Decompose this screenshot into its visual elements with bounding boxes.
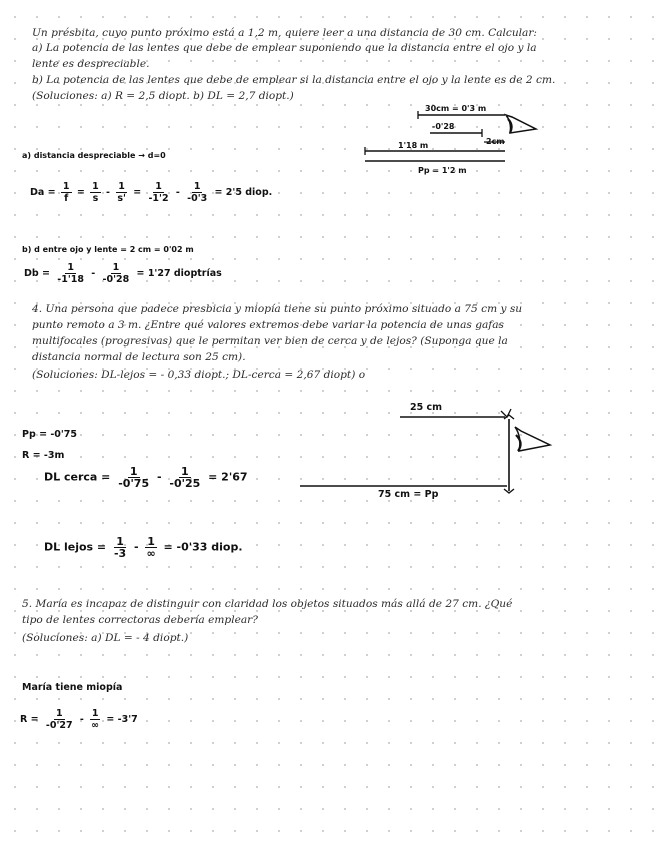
eq-result: = 2'5 diop. xyxy=(214,187,273,198)
problem-5-equation xyxy=(20,708,138,731)
fraction-numerator: 1 xyxy=(62,181,70,192)
problem-4-r: R = -3m xyxy=(22,450,65,461)
fraction-denominator: -0'27 xyxy=(45,720,73,731)
fraction xyxy=(146,181,170,204)
diagram-label-028: -0'28 xyxy=(432,122,455,131)
fraction-denominator: -3 xyxy=(113,547,127,560)
eq-result: = -3'7 xyxy=(106,714,138,725)
diagram-label-30cm: 30cm = 0'3 m xyxy=(425,104,487,113)
fraction xyxy=(55,262,86,285)
fraction-numerator: 1 xyxy=(55,708,63,719)
fraction-numerator: 1 xyxy=(155,181,162,192)
diagram-label-pp: Pp = 1'2 m xyxy=(418,166,467,175)
fraction xyxy=(112,536,128,559)
fraction-denominator: ∞ xyxy=(146,547,156,560)
problem-3-line-4: b) La potencia de las lentes que debe de emplear si la distancia entre el ojo y la lente es de 2 cm. xyxy=(32,74,556,86)
problem-4-line-2: punto remoto a 3 m. ¿Entre qué valores extremos debe variar la potencia de unas gafas xyxy=(32,319,504,331)
problem-3-line-3: lente es despreciable. xyxy=(32,58,150,70)
problem-5-line-2: tipo de lentes correctoras debería emplear? xyxy=(22,614,258,626)
fraction-denominator: ∞ xyxy=(91,720,100,731)
problem-4-lejos-equation xyxy=(44,536,243,559)
fraction-numerator: 1 xyxy=(181,465,189,478)
problem-3-line-1: Un présbita, cuyo punto próximo está a 1,2 m, quiere leer a una distancia de 30 cm. Calcular: xyxy=(32,27,537,39)
problem-3a-label: a) distancia despreciable → d=0 xyxy=(22,151,166,160)
fraction-numerator: 1 xyxy=(112,262,120,273)
problem-3-line-2: a) La potencia de las lentes que debe de emplear suponiendo que la distancia entre el ojo y la xyxy=(32,42,537,54)
fraction-denominator: -0'3 xyxy=(187,193,208,204)
fraction xyxy=(115,181,128,204)
fraction xyxy=(101,262,132,285)
eq-lhs: DL lejos = xyxy=(44,540,107,554)
problem-4-line-1: 4. Una persona que padece presbicia y miopía tiene su punto próximo situado a 75 cm y su xyxy=(32,303,523,315)
problem-5-label: María tiene miopía xyxy=(22,682,123,693)
eq-result: = 1'27 dioptrías xyxy=(136,268,222,279)
fraction-denominator: -0'28 xyxy=(102,274,130,285)
problem-5-solutions: (Soluciones: a) DL = - 4 diopt.) xyxy=(22,632,189,644)
eq-lhs: Db = xyxy=(24,268,50,279)
eq-lhs: R = xyxy=(20,714,39,725)
eq-operator: - xyxy=(156,470,162,484)
problem-4-solutions: (Soluciones: DL-lejos = - 0,33 diopt.; DL-cerca = 2,67 diopt) o xyxy=(32,369,366,381)
fraction-numerator: 1 xyxy=(92,181,99,192)
eq-operator: - xyxy=(106,187,110,198)
fraction xyxy=(116,466,151,489)
fraction-numerator: 1 xyxy=(193,181,201,192)
fraction-denominator: s xyxy=(92,193,99,204)
fraction-denominator: -0'25 xyxy=(169,477,201,490)
eq-operator: - xyxy=(175,187,180,198)
eq-operator: = xyxy=(76,187,85,198)
problem-4-cerca-equation xyxy=(44,466,248,489)
fraction-denominator: f xyxy=(64,193,69,204)
problem-3a-equation xyxy=(30,181,272,204)
fraction xyxy=(61,181,72,204)
problem-4-diagram-lines xyxy=(295,405,555,500)
problem-3b-label: b) d entre ojo y lente = 2 cm = 0'02 m xyxy=(22,245,194,254)
eq-operator: - xyxy=(79,714,84,725)
fraction xyxy=(185,181,209,204)
fraction xyxy=(44,708,75,731)
problem-3b-equation xyxy=(24,262,222,285)
diagram-label-75cm: 75 cm = Pp xyxy=(378,489,439,500)
problem-3-diagram-lines xyxy=(360,105,545,175)
fraction-denominator: -0'75 xyxy=(118,477,150,490)
fraction-denominator: -1'18 xyxy=(57,274,84,285)
eq-result: = -0'33 diop. xyxy=(163,540,243,554)
fraction-numerator: 1 xyxy=(118,181,125,192)
eq-operator: - xyxy=(91,268,96,279)
fraction-numerator: 1 xyxy=(67,262,74,273)
fraction xyxy=(89,708,101,731)
problem-5-line-1: 5. María es incapaz de distinguir con claridad los objetos situados más allá de 27 cm. ¿Qué xyxy=(22,598,513,610)
eq-operator: - xyxy=(134,540,139,554)
fraction-numerator: 1 xyxy=(116,535,124,548)
problem-4-line-3: multifocales (progresivas) que le permitan ver bien de cerca y de lejos? (Suponga que la xyxy=(32,335,508,347)
problem-4-pp: Pp = -0'75 xyxy=(22,429,78,440)
eq-result: = 2'67 xyxy=(208,470,248,484)
diagram-label-118m: 1'18 m xyxy=(398,141,429,150)
fraction xyxy=(167,466,202,489)
diagram-label-25cm: 25 cm xyxy=(410,402,443,413)
eq-lhs: Da = xyxy=(30,187,56,198)
fraction-denominator: s' xyxy=(117,193,126,204)
fraction-numerator: 1 xyxy=(129,465,138,478)
fraction xyxy=(144,536,157,559)
fraction-numerator: 1 xyxy=(91,708,99,719)
eq-operator: = xyxy=(133,187,142,198)
diagram-label-2cm: 2cm xyxy=(486,137,505,146)
fraction xyxy=(90,181,101,204)
eq-lhs: DL cerca = xyxy=(44,470,111,484)
problem-4-line-4: distancia normal de lectura son 25 cm). xyxy=(32,351,246,363)
problem-3-solutions: (Soluciones: a) R = 2,5 diopt. b) DL = 2,7 diopt.) xyxy=(32,90,294,102)
fraction-denominator: -1'2 xyxy=(148,193,169,204)
fraction-numerator: 1 xyxy=(147,535,155,548)
